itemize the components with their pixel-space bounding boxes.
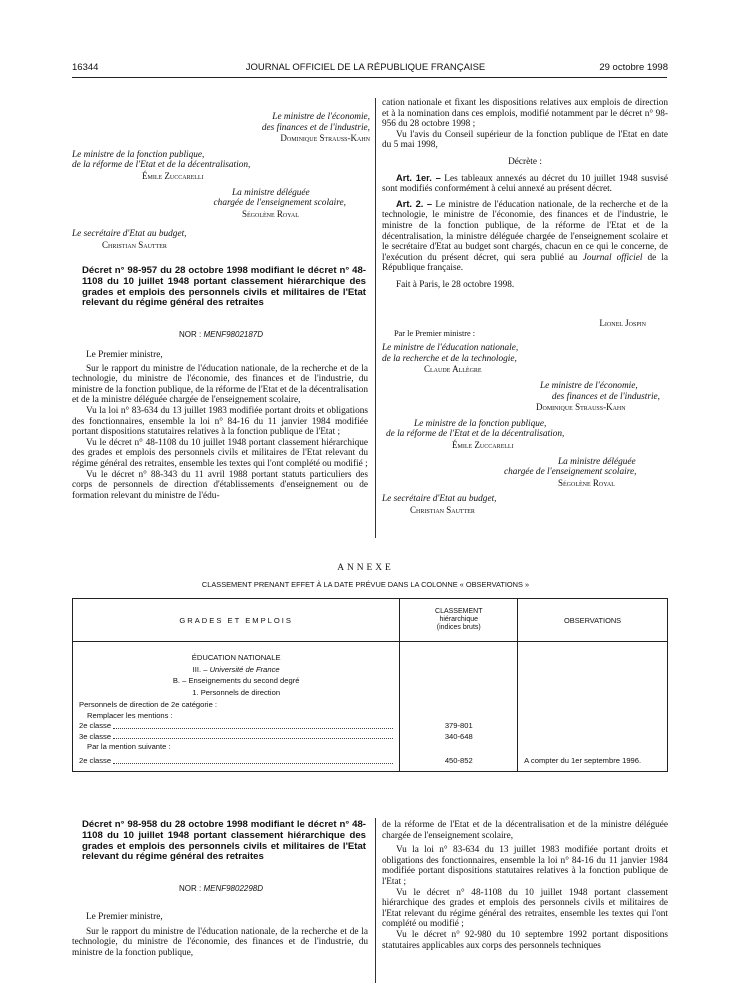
decree1-signatures bbox=[382, 318, 668, 516]
sig-role: Le ministre de l'économie, bbox=[540, 380, 638, 391]
col-header-observations: OBSERVATIONS bbox=[518, 599, 668, 642]
paragraph: Vu le décret n° 92-980 du 10 septembre 1992 portant dispositions statutaires applicables aux corps des personnels techniques bbox=[382, 929, 668, 951]
decree2-left-body bbox=[72, 912, 368, 958]
sig-role: chargée de l'enseignement scolaire, bbox=[213, 198, 346, 209]
nor-label: NOR : bbox=[178, 330, 202, 339]
column-divider-2 bbox=[375, 818, 376, 983]
sig-name: Émile Zuccarelli bbox=[142, 170, 204, 181]
paragraph: Vu le décret n° 48-1108 du 10 juillet 1948 portant classement hiérarchique des grades et emplois des personnels civils et militaires de l'Etat relevant du régime général des retraites, ensemble les textes qui l'ont complété ou modifié ; bbox=[72, 437, 368, 469]
paragraph: Le Premier ministre, bbox=[86, 912, 163, 922]
sig-role: Le secrétaire d'Etat au budget, bbox=[382, 494, 497, 505]
sig-name: Claude Allègre bbox=[424, 364, 482, 375]
paragraph: Vu l'avis du Conseil supérieur de la fonction publique de l'Etat en date du 5 mai 1998, bbox=[382, 129, 668, 151]
index-cell bbox=[400, 700, 518, 711]
table-row bbox=[73, 700, 668, 711]
grade-cell: Par la mention suivante : bbox=[73, 742, 400, 753]
col-header-classement bbox=[400, 599, 518, 642]
decree2-title: Décret n° 98-958 du 28 octobre 1998 modifiant le décret n° 48-1108 du 10 juillet 1948 portant classement hiérarchique des grades et emplois des personnels civils et militaires de l'Etat relevant du régime général des retraites bbox=[82, 819, 366, 863]
decree1-title: Décret n° 98-957 du 28 octobre 1998 modifiant le décret n° 48-1108 du 10 juillet 1948 portant classement hiérarchique des grades et emplois des personnels civils et militaires de l'Etat relevant du régime général des retraites bbox=[82, 265, 366, 309]
fait-a-paris: Fait à Paris, le 28 octobre 1998. bbox=[396, 279, 515, 290]
sig-role: de la recherche et de la technologie, bbox=[382, 353, 517, 364]
column-divider bbox=[375, 98, 376, 538]
paragraph: cation nationale et fixant les dispositions relatives aux emplois de direction et à la nomination dans ces emplois, modifié notamment par le décret n° 98-956 du 28 octobre 1998 ; bbox=[382, 98, 668, 130]
article-2-label: Art. 2. – bbox=[396, 198, 433, 209]
paragraph: Vu le décret n° 88-343 du 11 avril 1988 portant statuts particuliers des corps de personnels de direction d'établissements d'enseignement ou de formation relevant du ministre de l'édu- bbox=[72, 469, 368, 501]
section-second-degre: B. – Enseignements du second degré bbox=[172, 676, 300, 685]
grade-label: 2e classe bbox=[79, 721, 112, 731]
par-le-premier-ministre: Par le Premier ministre : bbox=[394, 328, 476, 338]
table-row bbox=[73, 721, 668, 732]
sig-name: Dominique Strauss-Kahn bbox=[280, 133, 370, 144]
sig-role: Le ministre de la fonction publique, bbox=[72, 149, 205, 160]
header-rule bbox=[72, 77, 667, 78]
article-1 bbox=[382, 173, 668, 195]
index-cell bbox=[400, 742, 518, 753]
section-universite bbox=[79, 664, 393, 676]
paragraph: Vu la loi n° 83-634 du 13 juillet 1983 modifiée portant droits et obligations des fonctionnaires, ensemble la loi n° 84-16 du 11 janvier 1984 modifiée portant dispositions statutaires relatives à la fonction publique de l'Etat ; bbox=[382, 845, 668, 887]
decree2-right-body bbox=[382, 820, 668, 951]
article-2-journal: Journal officiel bbox=[582, 252, 643, 263]
index-cell: 379-801 bbox=[400, 721, 518, 732]
col-header-classement-1: CLASSEMENT bbox=[435, 608, 483, 615]
obs-cell bbox=[518, 721, 668, 732]
sig-role: des finances et de l'industrie, bbox=[551, 391, 660, 402]
sig-name: Christian Sautter bbox=[410, 504, 475, 515]
grade-cell bbox=[73, 721, 400, 732]
nor-code: MENF9802187D bbox=[203, 330, 264, 339]
col-header-classement-3: (indices bruts) bbox=[436, 624, 481, 631]
obs-cell bbox=[518, 711, 668, 722]
decree1-left-body bbox=[72, 350, 368, 501]
table-row bbox=[73, 753, 668, 771]
sig-role: Le ministre de l'économie, bbox=[272, 112, 370, 122]
obs-cell bbox=[518, 742, 668, 753]
sig-role: de la réforme de l'Etat et de la décentralisation, bbox=[72, 160, 251, 171]
paragraph: Sur le rapport du ministre de l'éducation nationale, de la recherche et de la technologie, du ministre de l'économie, des finances et de l'industrie, du ministre de la fonction publique, de la réforme de l'Etat et de la décentralisation et de la ministre déléguée chargée de l'enseignement scolaire, bbox=[72, 363, 368, 406]
section-headings bbox=[73, 642, 400, 701]
nor-code: MENF9802298D bbox=[203, 884, 264, 893]
sig-role: chargée de l'enseignement scolaire, bbox=[504, 467, 637, 478]
paragraph: Vu la loi n° 83-634 du 13 juillet 1983 modifiée portant droits et obligations des fonctionnaires, ensemble la loi n° 84-16 du 11 janvier 1984 modifiée portant dispositions statutaires relatives à la fonction publique de l'Etat ; bbox=[72, 405, 368, 438]
top-signatures bbox=[72, 112, 370, 251]
sig-name: Dominique Strauss-Kahn bbox=[536, 402, 626, 413]
nor-label: NOR : bbox=[178, 884, 202, 893]
article-2 bbox=[382, 199, 668, 274]
decree1-right-body bbox=[382, 98, 668, 291]
section-universite-label: Université de France bbox=[209, 664, 280, 674]
sig-name: Christian Sautter bbox=[102, 239, 167, 250]
paragraph: Vu le décret n° 48-1108 du 10 juillet 1948 portant classement hiérarchique des grades et emplois des personnels civils et militaires de l'Etat relevant du régime général des retraites, ensemble les textes qui l'ont complété ou modifié ; bbox=[382, 887, 668, 930]
grade-cell bbox=[73, 732, 400, 743]
annex-title: ANNEXE bbox=[337, 563, 394, 573]
sig-role: Le ministre de la fonction publique, bbox=[414, 418, 547, 429]
obs-cell bbox=[518, 732, 668, 743]
journal-title: JOURNAL OFFICIEL DE LA RÉPUBLIQUE FRANÇAISE bbox=[245, 62, 486, 73]
paragraph: Le Premier ministre, bbox=[86, 350, 163, 360]
decrete: Décrète : bbox=[508, 156, 542, 167]
grade-label: 2e classe bbox=[79, 755, 112, 765]
decree1-nor bbox=[72, 330, 370, 339]
sig-role: La ministre déléguée bbox=[558, 456, 636, 467]
article-1-text: Les tableaux annexés au décret du 10 juillet 1948 susvisé sont modifiés conformément à celui annexé au présent décret. bbox=[382, 173, 668, 195]
table-row bbox=[73, 711, 668, 722]
sig-name: Émile Zuccarelli bbox=[452, 439, 514, 450]
grade-label: 3e classe bbox=[79, 731, 112, 741]
annex-table bbox=[72, 598, 668, 772]
article-2-end: de la République française. bbox=[382, 252, 669, 274]
index-cell bbox=[400, 711, 518, 722]
table-row bbox=[73, 742, 668, 753]
signer-name: Lionel Jospin bbox=[599, 318, 646, 328]
col-header-classement-2: hiérarchique bbox=[439, 616, 479, 623]
table-row bbox=[73, 732, 668, 743]
grade-cell: Remplacer les mentions : bbox=[73, 711, 400, 722]
sig-role: des finances et de l'industrie, bbox=[261, 122, 370, 133]
section-education: ÉDUCATION NATIONALE bbox=[191, 653, 281, 662]
paragraph: de la réforme de l'Etat et de la décentralisation et de la ministre déléguée chargée de l'enseignement scolaire, bbox=[382, 820, 668, 841]
article-2-text: Le ministre de l'éducation nationale, de la recherche et de la technologie, le ministre de l'économie, des finances et de l'industrie, le ministre de la fonction publique, de la réforme de l'Etat et de la décentralisation, la ministre déléguée chargée de l'enseignement scolaire et le secrétaire d'Etat au budget sont chargés, chacun en ce qui le concerne, de l'exécution du présent décret, qui sera publié au bbox=[382, 199, 669, 263]
obs-cell: A compter du 1er septembre 1996. bbox=[518, 753, 668, 771]
paragraph: Sur le rapport du ministre de l'éducation nationale, de la recherche et de la technologie, du ministre de l'économie, des finances et de l'industrie, du ministre de la fonction publique, bbox=[72, 926, 368, 958]
col-header-grades: GRADES ET EMPLOIS bbox=[73, 599, 400, 642]
annex-subtitle: CLASSEMENT PRENANT EFFET À LA DATE PRÉVUE DANS LA COLONNE « OBSERVATIONS » bbox=[201, 580, 530, 589]
page-number: 16344 bbox=[72, 62, 99, 73]
sig-role: Le ministre de l'éducation nationale, bbox=[382, 343, 519, 354]
page-date: 29 octobre 1998 bbox=[599, 62, 668, 73]
decree2-nor bbox=[72, 884, 370, 893]
section-personnels: 1. Personnels de direction bbox=[192, 687, 281, 697]
sig-name: Ségolène Royal bbox=[242, 208, 299, 219]
section-universite-num: III. – bbox=[192, 664, 208, 674]
sig-role: Le secrétaire d'Etat au budget, bbox=[72, 229, 187, 240]
article-1-label: Art. 1er. – bbox=[396, 172, 441, 183]
obs-cell bbox=[518, 700, 668, 711]
sig-name: Ségolène Royal bbox=[558, 477, 615, 488]
sig-role: La ministre déléguée bbox=[232, 187, 310, 198]
grade-cell bbox=[73, 753, 400, 771]
grade-cell: Personnels de direction de 2e catégorie : bbox=[73, 700, 400, 711]
index-cell: 340-648 bbox=[400, 732, 518, 743]
index-cell: 450-852 bbox=[400, 753, 518, 771]
sig-role: de la réforme de l'Etat et de la décentralisation, bbox=[386, 429, 565, 440]
